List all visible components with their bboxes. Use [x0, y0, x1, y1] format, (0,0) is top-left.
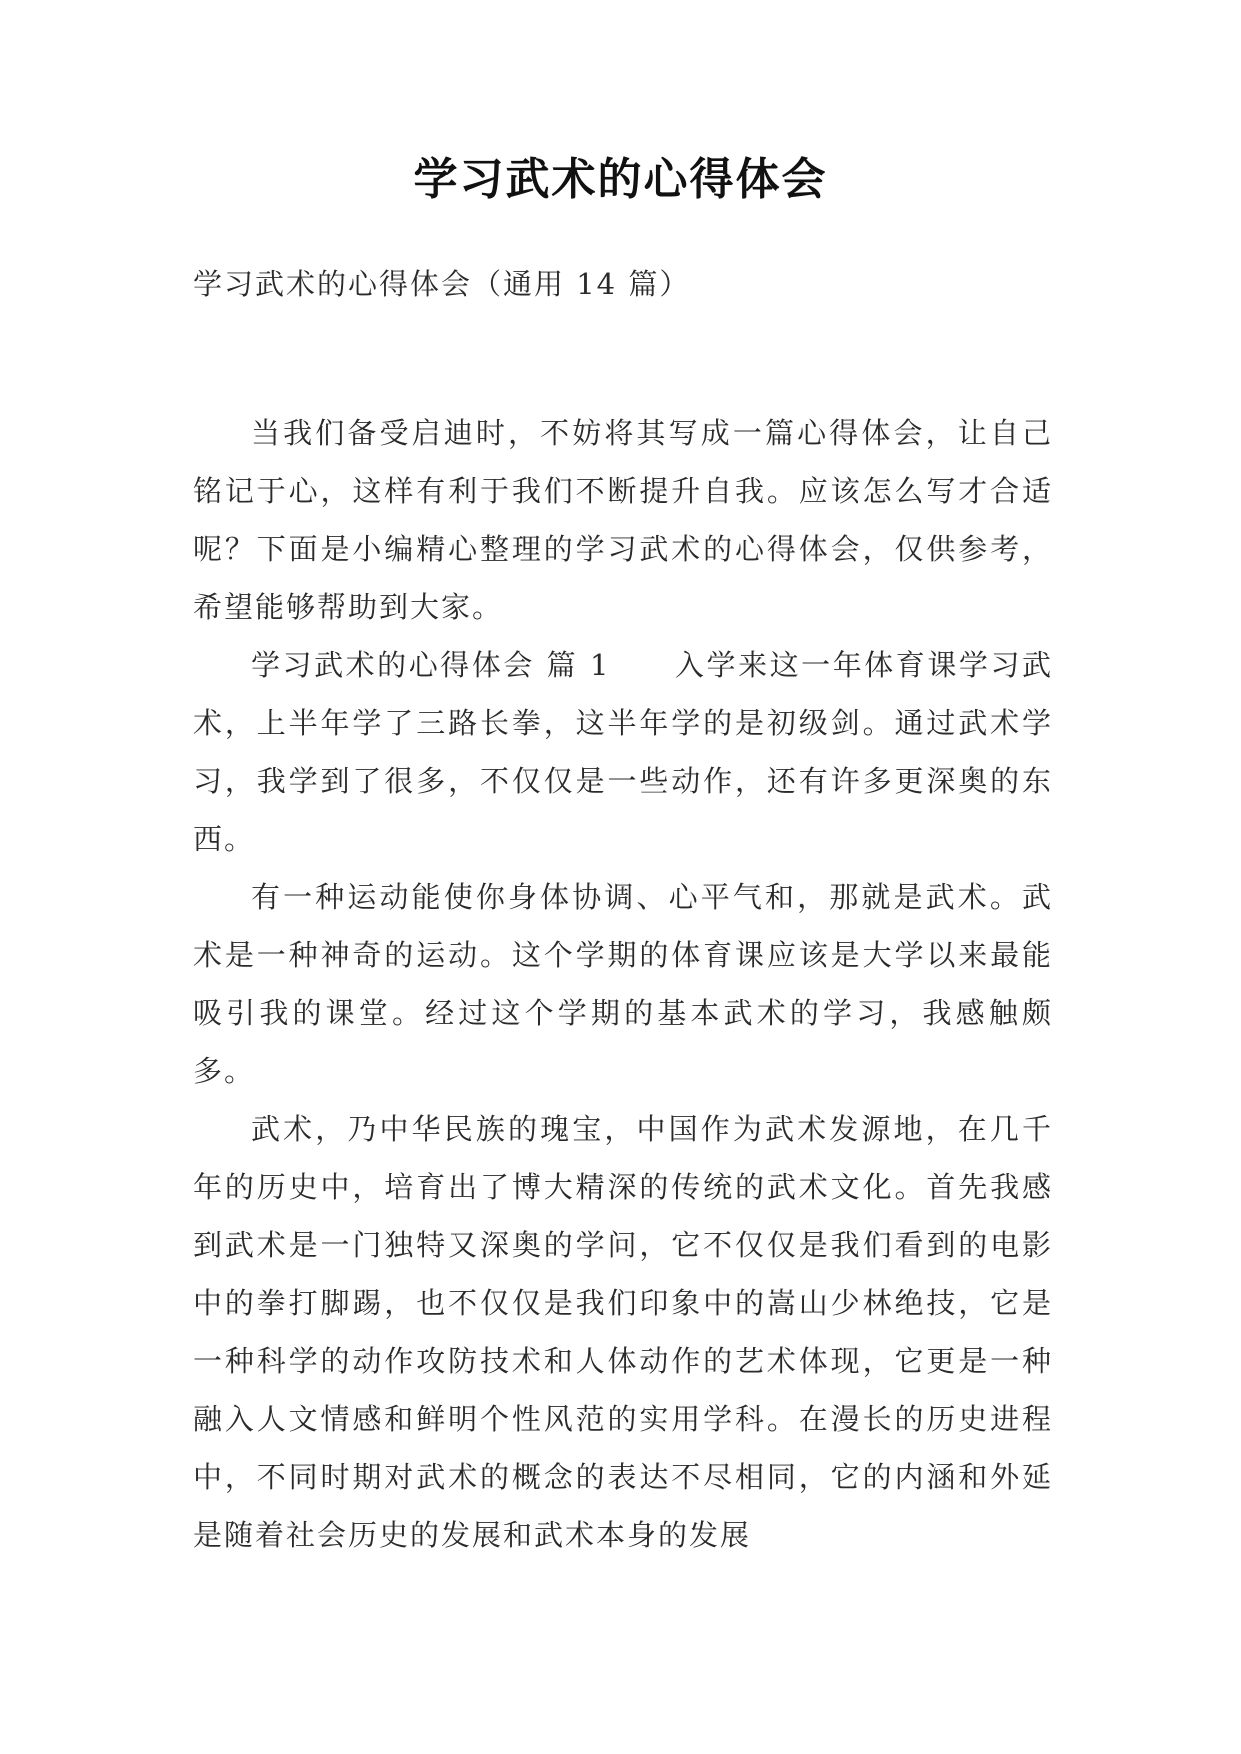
intro-paragraph: 当我们备受启迪时，不妨将其写成一篇心得体会，让自己铭记于心，这样有利于我们不断提升自我。应该怎么写才合适呢？下面是小编精心整理的学习武术的心得体会，仅供参考，希望能够帮助到大家。: [193, 416, 1053, 624]
document-title: 学习武术的心得体会: [413, 154, 828, 205]
section-first-text: 入学来这一年体育课学习武术，上半年学了三路长拳，这半年学的是初级剑。通过武术学习，我学到了很多，不仅仅是一些动作，还有许多更深奥的东西。: [193, 648, 1053, 856]
paragraph-3: 武术，乃中华民族的瑰宝，中国作为武术发源地，在几千年的历史中，培育出了博大精深的传统的武术文化。首先我感到武术是一门独特又深奥的学问，它不仅仅是我们看到的电影中的拳打脚踢，也不仅仅是我们印象中的嵩山少林绝技，它是一种科学的动作攻防技术和人体动作的艺术体现，它更是一种融入人文情感和鲜明个性风范的实用学科。在漫长的历史进程中，不同时期对武术的概念的表达不尽相同，它的内涵和外延是随着社会历史的发展和武术本身的发展: [193, 1112, 1053, 1552]
paragraph-2: 有一种运动能使你身体协调、心平气和，那就是武术。武术是一种神奇的运动。这个学期的体育课应该是大学以来最能吸引我的课堂。经过这个学期的基本武术的学习，我感触颇多。: [193, 880, 1053, 1088]
section-heading: 学习武术的心得体会 篇 1: [251, 648, 611, 682]
section-1-paragraph: [193, 636, 1053, 868]
document-body: [193, 404, 1053, 1564]
document-subtitle: 学习武术的心得体会（通用 14 篇）: [193, 267, 691, 301]
